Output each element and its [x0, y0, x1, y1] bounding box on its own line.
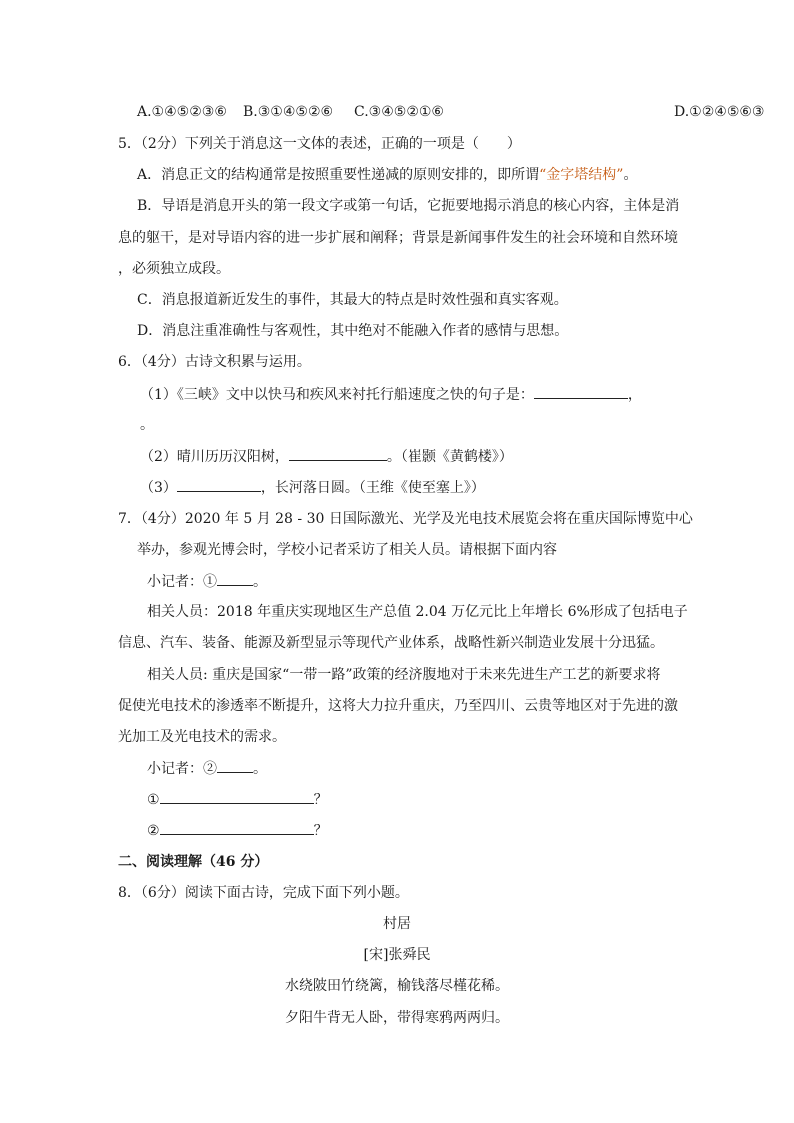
q7-blank1[interactable]: [217, 571, 253, 586]
q7-stem-line2: 举办，参观光博会时，学校小记者采访了相关人员。请根据下面内容: [137, 542, 557, 558]
q4-option-d: D.①②④⑤⑥③: [674, 104, 765, 120]
poem-author: [宋]张舜民: [363, 947, 431, 963]
q7-answer1: [147, 789, 328, 810]
q8-stem: 8．（6分）阅读下面古诗，完成下面下列小题。: [118, 885, 409, 901]
q7-reporter-end2: 。: [253, 761, 267, 777]
q6-sub3-source: ，长河落日圆。（王维《使至塞上》）: [260, 480, 485, 496]
q7-answer1-end: ？: [313, 792, 328, 808]
q4-option-c: C.③④⑤②①⑥: [354, 104, 444, 120]
q6-sub2-text: （2）晴川历历汉阳树，: [140, 449, 289, 465]
poem-line2: 夕阳牛背无人卧，带得寒鸦两两归。: [285, 1010, 509, 1026]
q7-answer2-blank[interactable]: [160, 820, 314, 835]
q6-sub3: [140, 477, 485, 498]
q7-related-person1-line1: 相关人员：2018 年重庆实现地区生产总值 2.04 万亿元比上年增长 6%形成了包括电子: [147, 604, 688, 620]
q7-reporter-label1: 小记者：①: [147, 574, 217, 590]
q5-stem: 5．（2分）下列关于消息这一文体的表述，正确的一项是（ ）: [118, 136, 521, 152]
q4-option-a: A.①④⑤②③⑥: [137, 104, 227, 120]
q7-answer2: [147, 820, 328, 841]
q6-sub3-label: （3）: [140, 480, 177, 496]
q5-option-c: C．消息报道新近发生的事件，其最大的特点是时效性强和真实客观。: [137, 292, 568, 308]
q7-reporter-question1: [147, 571, 267, 592]
q7-reporter-question2: [147, 758, 267, 779]
q7-related-person2-line2: 促使光电技术的渗透率不断提升，这将大力拉升重庆，乃至四川、云贵等地区对于先进的激: [118, 698, 678, 714]
q6-sub1-line2: 。: [140, 417, 154, 433]
q5-option-a-highlight: “金字塔结构”: [539, 167, 624, 183]
q4-option-b: B.③①④⑤②⑥: [243, 104, 334, 120]
q5-option-d: D．消息注重准确性与客观性，其中绝对不能融入作者的感情与思想。: [137, 323, 569, 339]
q5-option-b-line1: B．导语是消息开头的第一段文字或第一句话，它扼要地揭示消息的核心内容，主体是消: [137, 198, 680, 214]
q7-reporter-end1: 。: [253, 574, 267, 590]
poem-title: 村居: [383, 916, 411, 932]
q7-related-person2-line1: 相关人员: 重庆是国家“一带一路”政策的经济腹地对于未来先进生产工艺的新要求将: [147, 667, 661, 683]
section-heading-reading: 二、阅读理解（46 分）: [118, 854, 269, 870]
q5-option-a-text: A．消息正文的结构通常是按照重要性递减的原则安排的，即所谓: [137, 167, 540, 183]
q7-reporter-label2: 小记者：②: [147, 761, 217, 777]
q5-option-a: [137, 165, 637, 185]
q6-sub1-comma: ，: [627, 387, 642, 403]
q6-sub2-blank[interactable]: [289, 446, 387, 461]
q6-sub1-text: （1）《三峡》文中以快马和疾风来衬托行船速度之快的句子是：: [140, 387, 534, 403]
poem-line1: 水绕陂田竹绕篱，榆钱落尽槿花稀。: [285, 978, 509, 994]
q6-stem: 6．（4分）古诗文积累与运用。: [118, 354, 311, 370]
q5-option-b-line3: ，必须独立成段。: [118, 261, 230, 277]
q6-sub2: [140, 446, 513, 467]
q6-sub1: [140, 384, 642, 405]
q6-sub1-blank[interactable]: [534, 384, 628, 399]
q6-sub3-blank[interactable]: [177, 477, 261, 492]
q5-option-b-line2: 息的躯干，是对导语内容的进一步扩展和阐释；背景是新闻事件发生的社会环境和自然环境: [118, 230, 678, 246]
q7-answer2-label: ②: [147, 823, 160, 839]
q7-answer2-end: ？: [313, 823, 328, 839]
q7-blank2[interactable]: [217, 758, 253, 773]
q5-option-a-end: 。: [623, 167, 638, 183]
q7-answer1-label: ①: [147, 792, 160, 808]
q7-related-person2-line3: 光加工及光电技术的需求。: [118, 729, 286, 745]
q7-stem-line1: 7．（4分）2020 年 5 月 28 - 30 日国际激光、光学及光电技术展览会将在重庆国际博览中心: [118, 511, 693, 527]
q6-sub2-source: 。（崔颢《黄鹤楼》）: [386, 449, 513, 465]
q7-answer1-blank[interactable]: [160, 789, 314, 804]
q7-related-person1-line2: 信息、汽车、装备、能源及新型显示等现代产业体系，战略性新兴制造业发展十分迅猛。: [118, 635, 664, 651]
